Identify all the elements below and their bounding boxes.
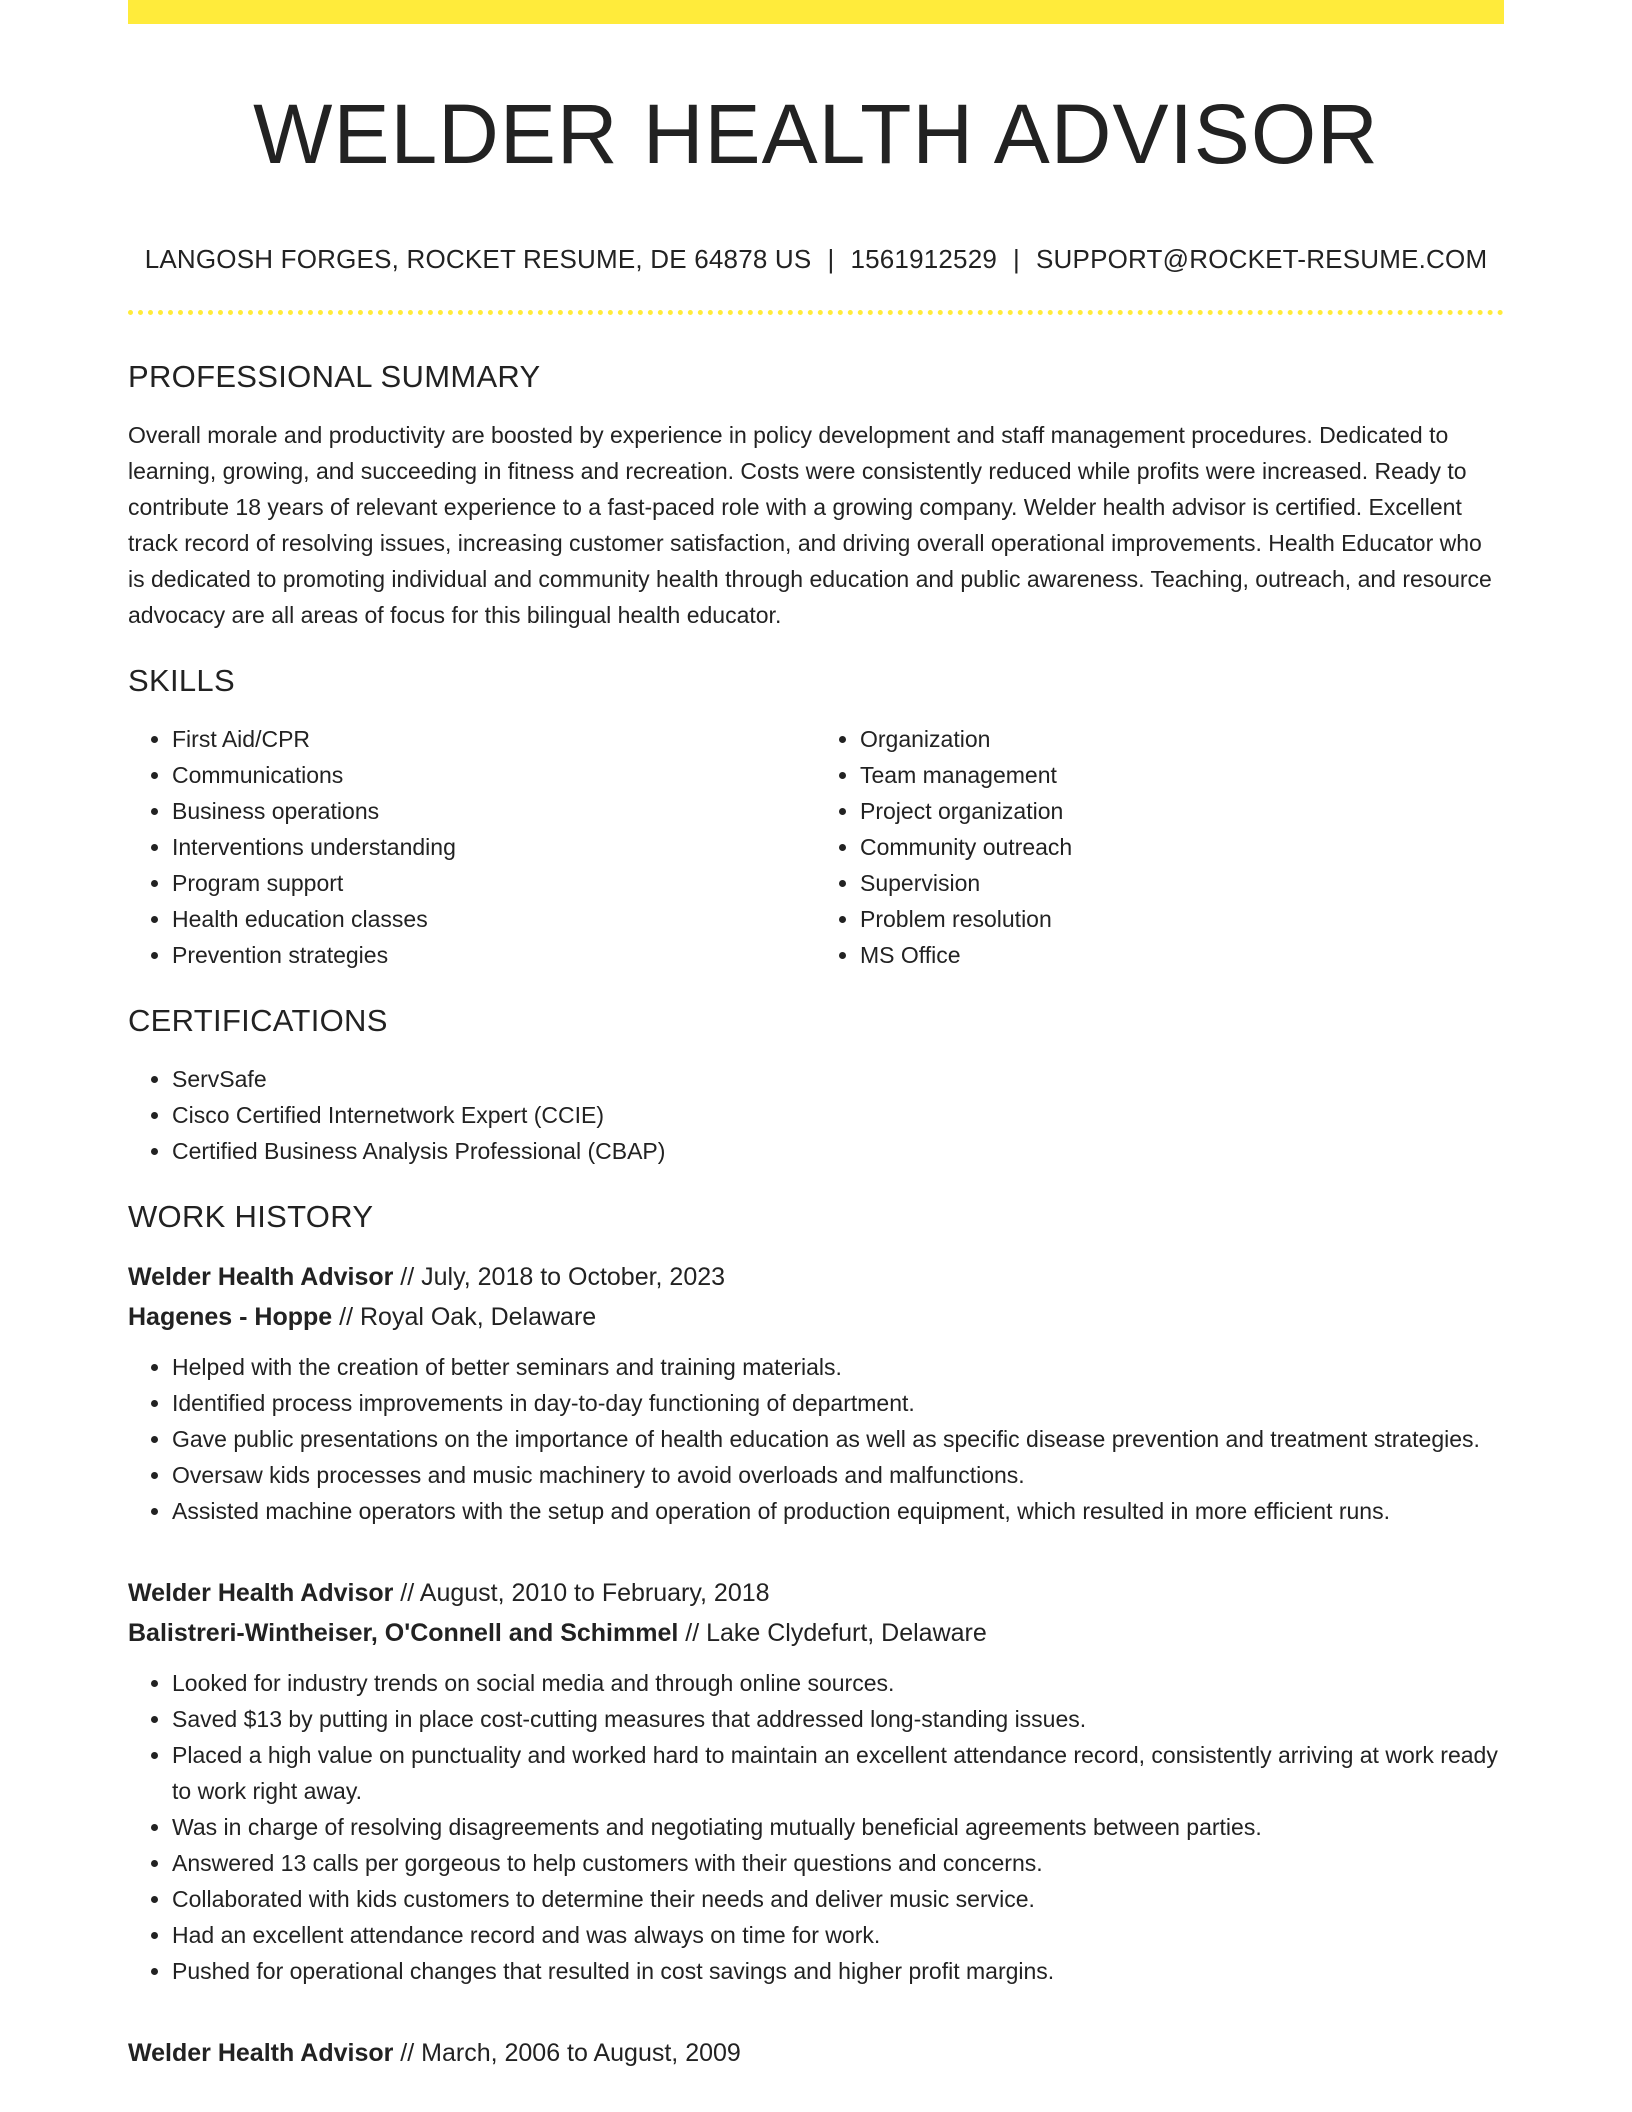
job-dates: // March, 2006 to August, 2009 — [393, 2039, 741, 2067]
certification-item: • Certified Business Analysis Professional (CBAP) — [172, 1133, 1504, 1169]
job-title-line — [128, 1573, 1504, 1613]
job-bullet: • Helped with the creation of better seminars and training materials. — [172, 1349, 1504, 1385]
skill-item: • Supervision — [860, 865, 1504, 901]
job-bullet: • Collaborated with kids customers to determine their needs and deliver music service. — [172, 1881, 1504, 1917]
skill-item: • Team management — [860, 757, 1504, 793]
job-bullet: • Looked for industry trends on social media and through online sources. — [172, 1665, 1504, 1701]
job-bullets — [128, 1349, 1504, 1529]
job-bullet: • Oversaw kids processes and music machinery to avoid overloads and malfunctions. — [172, 1457, 1504, 1493]
job-company-line — [128, 1613, 1504, 1653]
job-company: Balistreri-Wintheiser, O'Connell and Schimmel — [128, 1619, 679, 1647]
certification-item: • Cisco Certified Internetwork Expert (CCIE) — [172, 1097, 1504, 1133]
skill-item: • Project organization — [860, 793, 1504, 829]
skills-list-right — [816, 721, 1504, 973]
contact-address: LANGOSH FORGES, ROCKET RESUME, DE 64878 US — [144, 244, 812, 274]
contact-line — [128, 242, 1504, 276]
job-title: Welder Health Advisor — [128, 2039, 394, 2067]
job-bullet: • Answered 13 calls per gorgeous to help customers with their questions and concerns. — [172, 1845, 1504, 1881]
job-title-line — [128, 2033, 1504, 2073]
job-bullet: • Pushed for operational changes that resulted in cost savings and higher profit margins. — [172, 1953, 1504, 1989]
skill-item: • Interventions understanding — [172, 829, 816, 865]
job-title: Welder Health Advisor — [128, 1263, 394, 1291]
skills-columns — [128, 721, 1504, 973]
skills-list-left — [128, 721, 816, 973]
resume-title: WELDER HEALTH ADVISOR — [253, 87, 1379, 181]
certifications-heading: CERTIFICATIONS — [128, 1003, 388, 1038]
job-location: // Royal Oak, Delaware — [332, 1303, 597, 1331]
job-bullet: • Assisted machine operators with the setup and operation of production equipment, which resulted in more efficient runs. — [172, 1493, 1504, 1529]
job-dates: // August, 2010 to February, 2018 — [393, 1579, 770, 1607]
skill-item: • Business operations — [172, 793, 816, 829]
certifications-list — [128, 1061, 1504, 1169]
job-title-line — [128, 1257, 1504, 1297]
summary-heading: PROFESSIONAL SUMMARY — [128, 359, 541, 394]
contact-email: SUPPORT@ROCKET-RESUME.COM — [1036, 244, 1488, 274]
job-bullet: • Was in charge of resolving disagreements and negotiating mutually beneficial agreements between parties. — [172, 1809, 1504, 1845]
skill-item: • MS Office — [860, 937, 1504, 973]
job-entry — [128, 2033, 1504, 2073]
contact-phone: 1561912529 — [850, 244, 998, 274]
job-entry — [128, 1257, 1504, 1529]
job-bullet: • Gave public presentations on the importance of health education as well as specific disease prevention and treatment strategies. — [172, 1421, 1504, 1457]
job-company-line — [128, 1297, 1504, 1337]
skill-item: • Program support — [172, 865, 816, 901]
skill-item: • Communications — [172, 757, 816, 793]
job-bullets — [128, 1665, 1504, 1989]
skill-item: • Community outreach — [860, 829, 1504, 865]
job-bullet: • Had an excellent attendance record and was always on time for work. — [172, 1917, 1504, 1953]
job-bullet: • Saved $13 by putting in place cost-cutting measures that addressed long-standing issues. — [172, 1701, 1504, 1737]
skill-item: • Health education classes — [172, 901, 816, 937]
contact-separator: | — [827, 244, 835, 274]
skill-item: • Prevention strategies — [172, 937, 816, 973]
job-company: Hagenes - Hoppe — [128, 1303, 333, 1331]
certification-item: • ServSafe — [172, 1061, 1504, 1097]
accent-top-bar — [128, 0, 1504, 24]
dotted-divider — [128, 310, 1504, 315]
job-entry — [128, 1573, 1504, 1989]
work-history-heading: WORK HISTORY — [128, 1199, 374, 1234]
contact-separator: | — [1013, 244, 1021, 274]
skill-item: • Problem resolution — [860, 901, 1504, 937]
skill-item: • Organization — [860, 721, 1504, 757]
job-location: // Lake Clydefurt, Delaware — [678, 1619, 987, 1647]
job-dates: // July, 2018 to October, 2023 — [393, 1263, 726, 1291]
summary-text: Overall morale and productivity are boosted by experience in policy development and staff management procedures. Dedicated to learning, growing, and succeeding in fitness and recreation. Costs were consistently reduced while profits were increased. Ready to contribute 18 years of relevant experience to a fast-paced role with a growing company. Welder health advisor is certified. Excellent track record of resolving issues, increasing customer satisfaction, and driving overall operational improvements. Health Educator who is dedicated to promoting individual and community health through education and public awareness. Teaching, outreach, and resource advocacy are all areas of focus for this bilingual health educator. — [128, 422, 1492, 628]
job-bullet: • Placed a high value on punctuality and worked hard to maintain an excellent attendance record, consistently arriving at work ready to work right away. — [172, 1737, 1504, 1809]
resume-page — [128, 0, 1504, 2073]
skills-heading: SKILLS — [128, 663, 235, 698]
job-title: Welder Health Advisor — [128, 1579, 394, 1607]
job-bullet: • Identified process improvements in day-to-day functioning of department. — [172, 1385, 1504, 1421]
skill-item: • First Aid/CPR — [172, 721, 816, 757]
